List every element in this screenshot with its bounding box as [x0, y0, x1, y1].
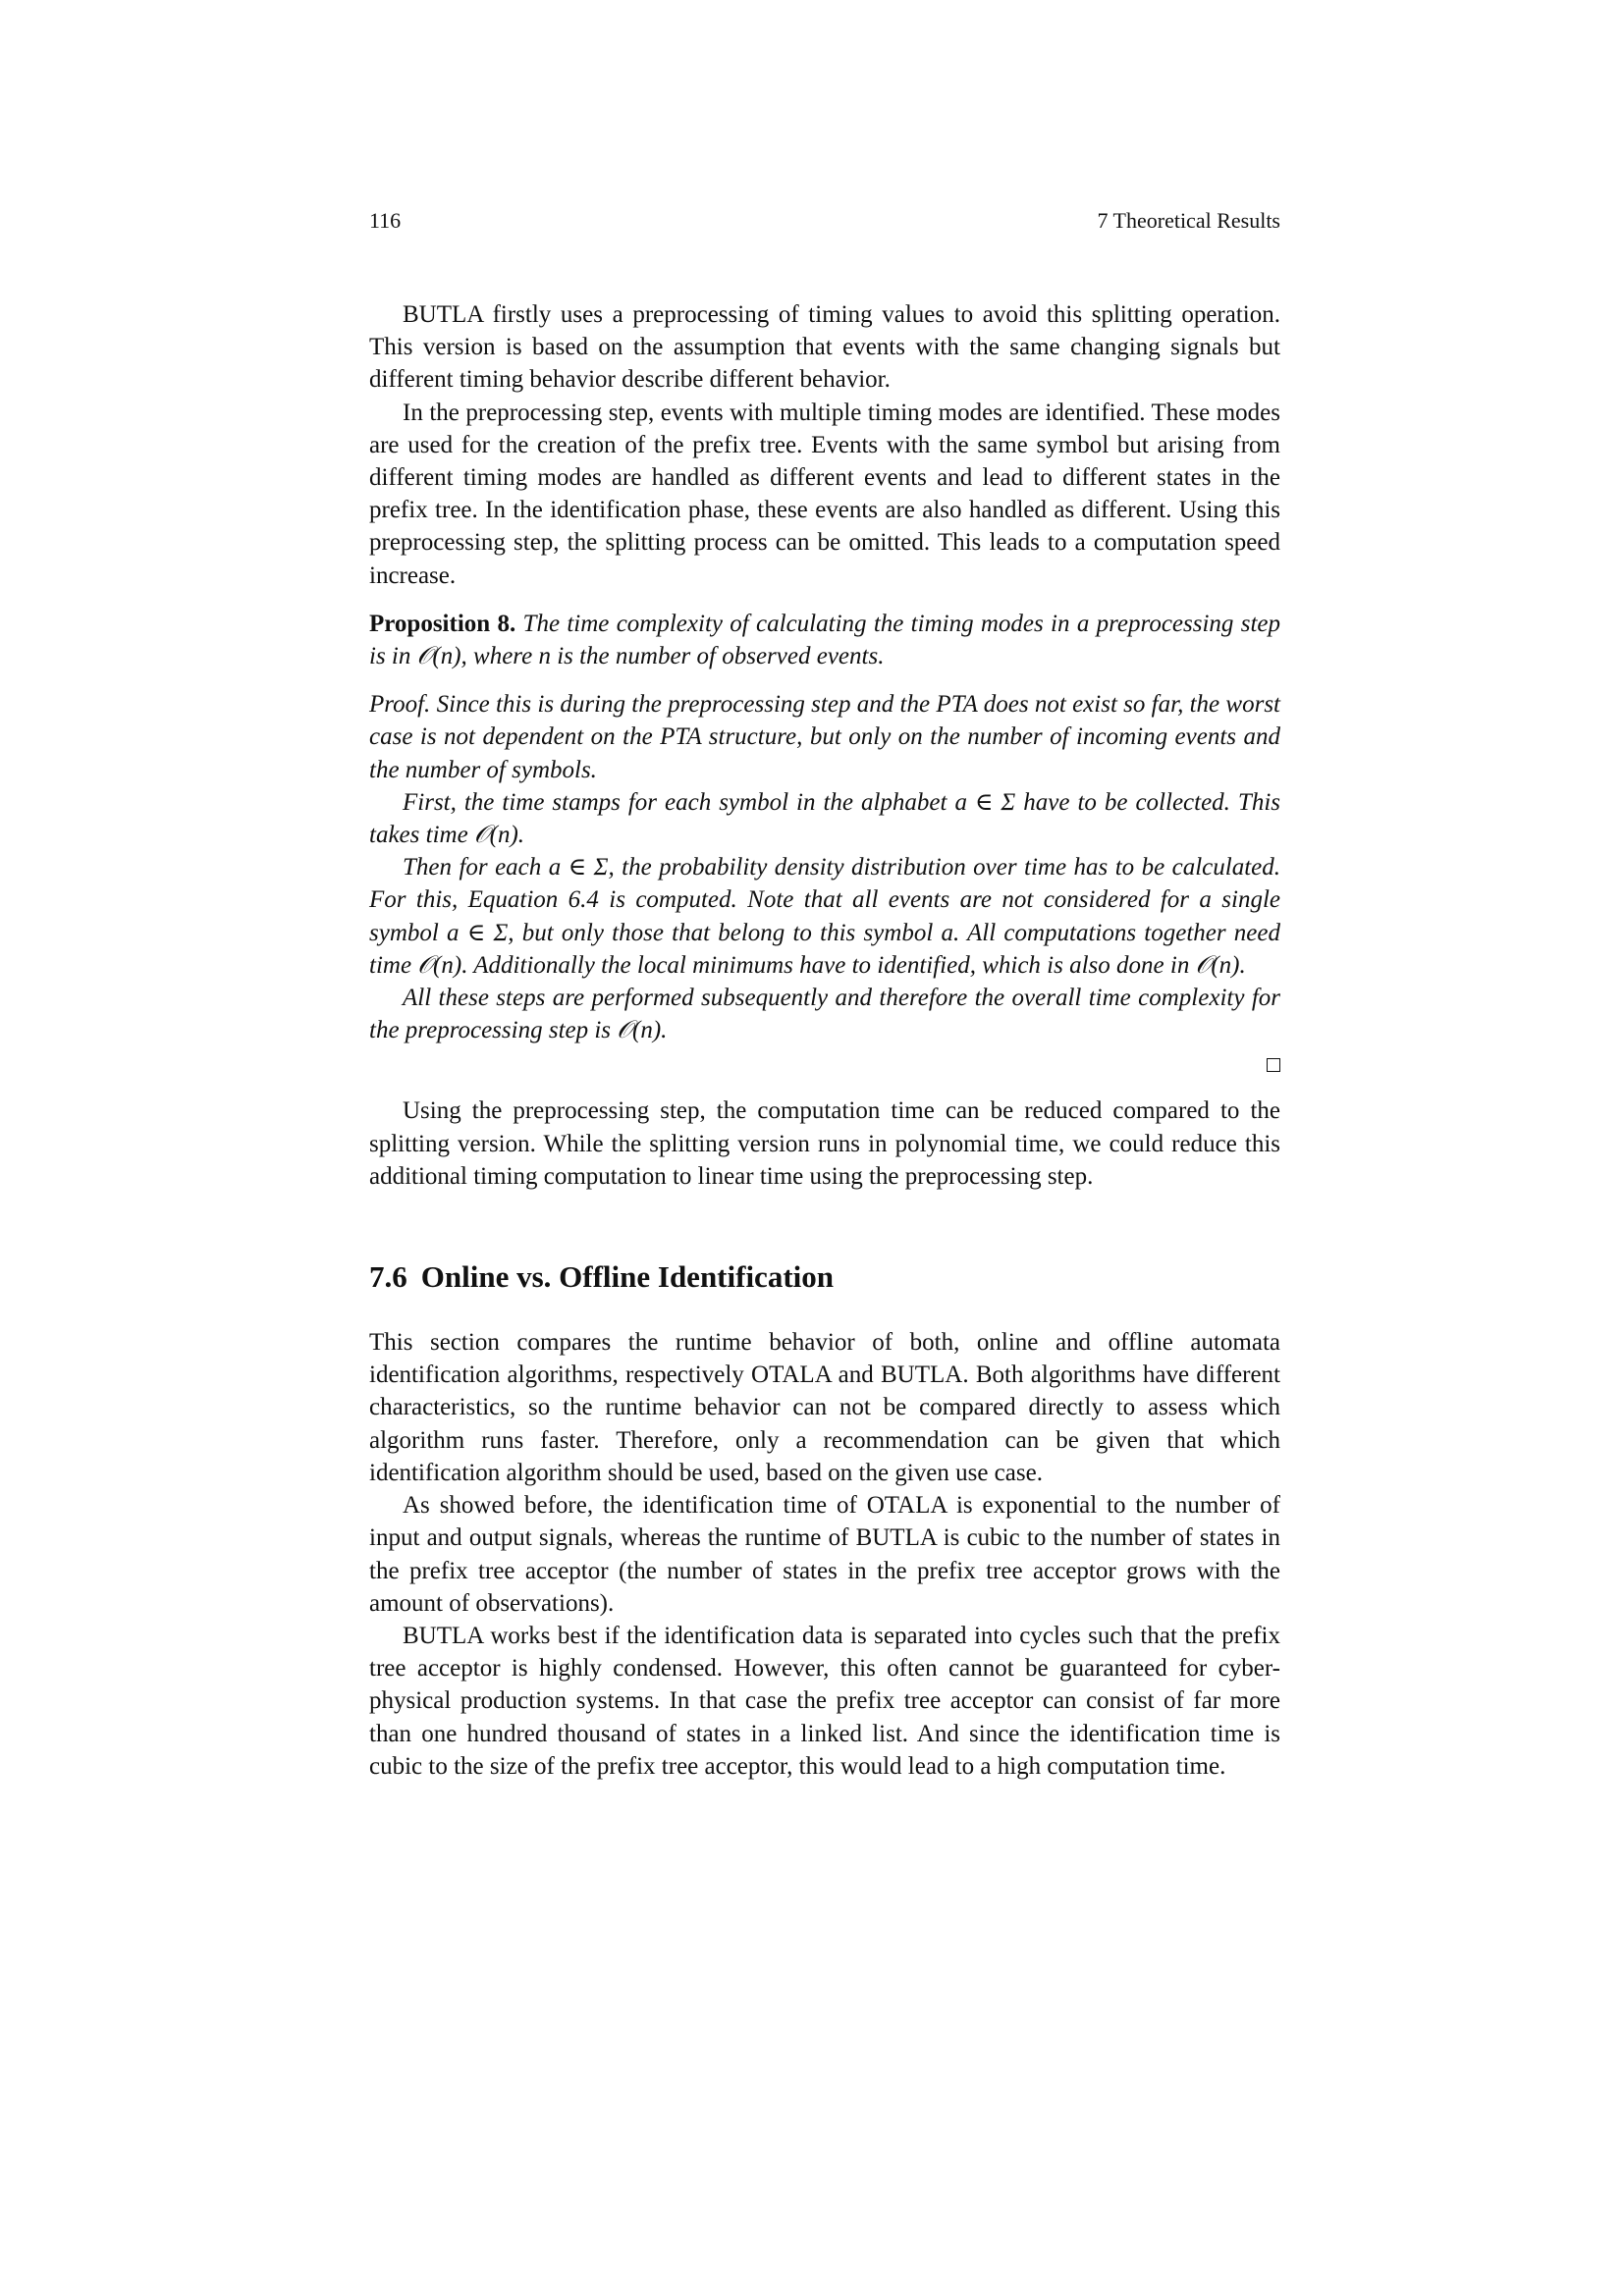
qed-square-icon: [1267, 1058, 1280, 1072]
paragraph: BUTLA works best if the identification data is separated into cycles such that the prefix tree acceptor is highly condensed. However, this often cannot be guaranteed for cyber-physical production systems. In that case the prefix tree acceptor can consist of far more than one hundred thousand of states in a linked list. And since the identification time is cubic to the size of the prefix tree acceptor, this would lead to a high computation time.: [369, 1622, 1280, 1780]
page-number: 116: [369, 208, 402, 233]
proposition-label: Proposition 8.: [369, 610, 516, 637]
paragraph: This section compares the runtime behavior of both, online and offline automata identification algorithms, respectively OTALA and BUTLA. Both algorithms have different characteristics, so the runtime behavior can not be compared directly to assess which algorithm runs faster. Therefore, only a recommendation can be given that which identification algorithm should be used, based on the given use case.: [369, 1329, 1280, 1486]
proof-label: Proof.: [369, 691, 431, 719]
proof-paragraph: First, the time stamps for each symbol in the alphabet a ∈ Σ have to be collected. This takes time 𝒪(n).: [369, 788, 1280, 849]
paragraph: Using the preprocessing step, the computation time can be reduced compared to the splitting version. While the splitting version runs in polynomial time, we could reduce this additional timing computation to linear time using the preprocessing step.: [369, 1097, 1280, 1190]
section-number: 7.6: [369, 1259, 407, 1295]
body-text: [369, 298, 1280, 1783]
proof-paragraph: Then for each a ∈ Σ, the probability density distribution over time has to be calculated. For this, Equation 6.4 is computed. Note that all events are not considered for a single symbol a ∈ Σ, but only those that belong to this symbol a. All computations together need time 𝒪(n). Additionally the local minimums have to identified, which is also done in 𝒪(n).: [369, 854, 1280, 979]
proposition-text: The time complexity of calculating the timing modes in a preprocessing step is in 𝒪(n), where n is the number of observed events.: [369, 610, 1280, 670]
paragraph: In the preprocessing step, events with multiple timing modes are identified. These modes are used for the creation of the prefix tree. Events with the same symbol but arising from different timing modes are handled as different events and lead to different states in the prefix tree. In the identification phase, these events are also handled as different. Using this preprocessing step, the splitting process can be omitted. This leads to a computation speed increase.: [369, 399, 1280, 589]
proof-text: Since this is during the preprocessing step and the PTA does not exist so far, the worst case is not dependent on the PTA structure, but only on the number of incoming events and the number of symbols.: [369, 691, 1281, 783]
proof-paragraph: [369, 688, 1280, 786]
proof-paragraph: All these steps are performed subsequently and therefore the overall time complexity for the preprocessing step is 𝒪(n).: [369, 985, 1280, 1044]
paragraph: As showed before, the identification time of OTALA is exponential to the number of input and output signals, whereas the runtime of BUTLA is cubic to the number of states in the prefix tree acceptor (the number of states in the prefix tree acceptor grows with the amount of observations).: [369, 1492, 1280, 1617]
qed-line: [369, 1046, 1280, 1079]
chapter-title: 7 Theoretical Results: [1097, 208, 1280, 233]
section-title: Online vs. Offline Identification: [420, 1259, 834, 1295]
proposition: [369, 608, 1280, 672]
section-heading: [369, 1257, 1280, 1297]
paragraph: BUTLA firstly uses a preprocessing of timing values to avoid this splitting operation. This version is based on the assumption that events with the same changing signals but different timing behavior describe different behavior.: [369, 301, 1280, 394]
